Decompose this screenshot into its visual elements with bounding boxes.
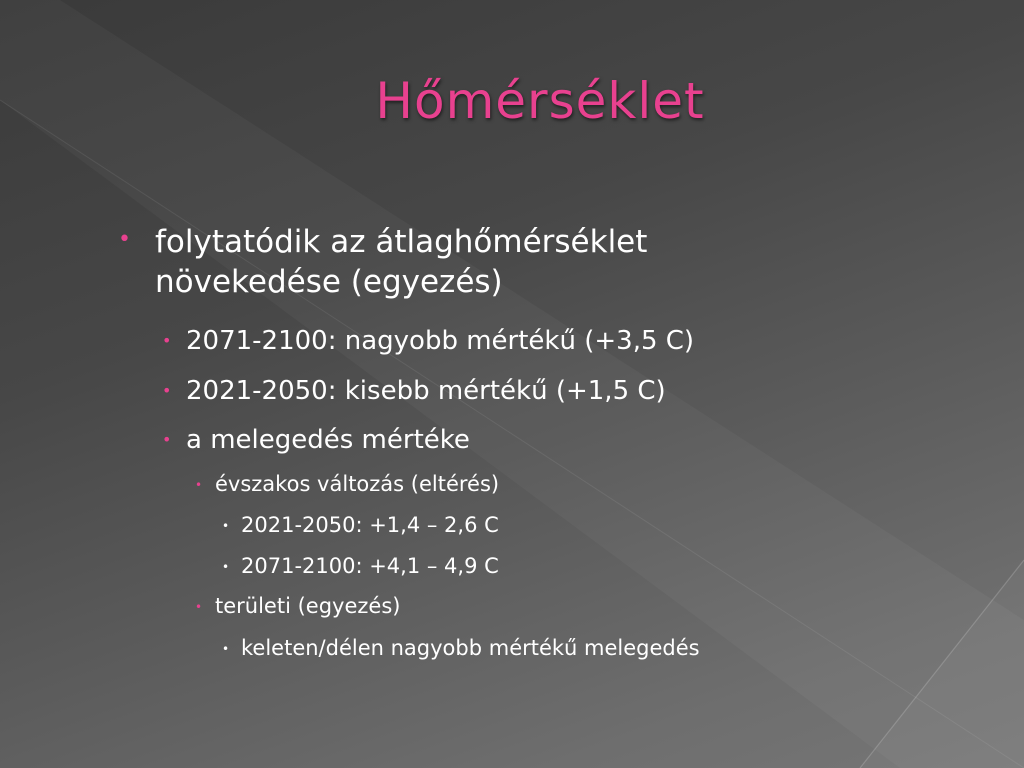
bullet-dot-icon: • [162,381,172,400]
bullet-dot-icon: • [195,478,203,492]
bullet-dot-icon: • [222,519,230,533]
bullet-item-level3: évszakos változás (eltérés) [215,472,500,496]
bullet-item-level4: 2021-2050: +1,4 – 2,6 C [241,513,499,537]
bullet-dot-icon: • [222,560,230,574]
slide-title: Hőmérséklet [375,72,705,130]
bullet-item-level2: a melegedés mértéke [186,425,470,455]
bullet-item-level1 [155,222,647,302]
bullet-dot-icon: • [222,642,230,656]
bullet-dot-icon: • [162,331,172,350]
bullet-dot-icon: • [195,600,203,614]
bullet-item-level3: területi (egyezés) [215,594,401,618]
bullet-dot-icon: • [118,227,131,252]
bullet-item-level4: 2071-2100: +4,1 – 4,9 C [241,554,499,578]
bullet-line: folytatódik az átlaghőmérséklet [155,224,648,260]
bullet-item-level2: 2071-2100: nagyobb mértékű (+3,5 C) [186,326,695,356]
bullet-dot-icon: • [162,430,172,449]
bullet-item-level4: keleten/délen nagyobb mértékű melegedés [241,636,700,660]
bullet-line: növekedése (egyezés) [155,264,503,300]
bullet-item-level2: 2021-2050: kisebb mértékű (+1,5 C) [186,376,666,406]
